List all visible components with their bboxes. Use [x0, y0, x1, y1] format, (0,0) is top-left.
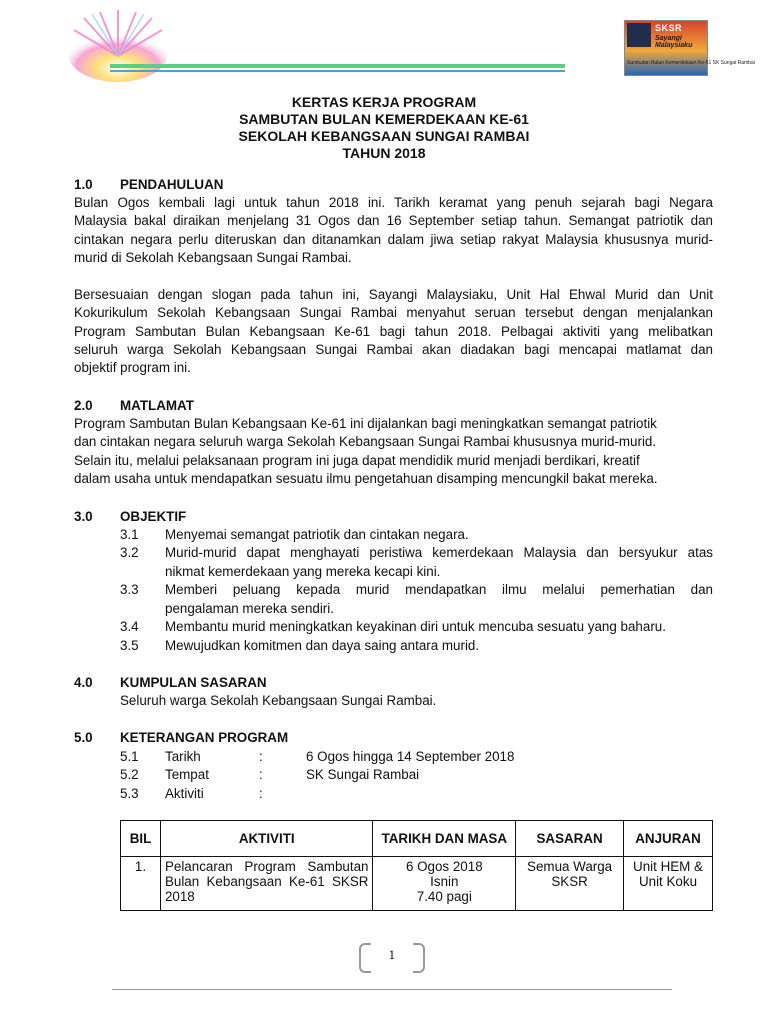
header-aktiviti: AKTIVITI [160, 821, 373, 857]
table-header-row [121, 821, 713, 857]
activity-table [120, 820, 713, 911]
section-heading-keterangan-program: KETERANGAN PROGRAM [120, 730, 289, 745]
cell-anjuran-line: Unit Koku [638, 874, 698, 889]
cell-sasaran-line: Semua Warga [527, 859, 613, 874]
objective-number: 3.1 [120, 527, 139, 542]
detail-value-tarikh: 6 Ogos hingga 14 September 2018 [306, 749, 515, 764]
header-sasaran: SASARAN [516, 821, 624, 857]
section-number: 2.0 [74, 398, 93, 413]
paragraph-line: seluruh warga Sekolah Kebangsaan Sungai Rambai akan diadakan bagi mencapai matlamat dan [74, 342, 713, 357]
objective-text: nikmat kemerdekaan yang mereka kecapi kini. [165, 564, 441, 579]
right-bracket-icon [413, 943, 425, 973]
logo-text-small: Sambutan Bulan Kemerdekaan Ke-61 SK Sungai Rambai [627, 60, 755, 66]
table-row [121, 857, 713, 911]
section-number: 5.0 [74, 730, 93, 745]
detail-number: 5.1 [120, 749, 139, 764]
paragraph-line: dalam usaha untuk mendapatkan sesuatu ilmu pengetahuan disamping mencungkil bakat mereka. [74, 471, 658, 486]
header-green-line [110, 64, 565, 68]
section-heading-objektif: OBJEKTIF [120, 509, 187, 524]
objective-text: Mewujudkan komitmen dan daya saing antara murid. [165, 638, 480, 653]
cell-anjuran-line: Unit HEM & [633, 859, 703, 874]
header-tarikh-dan-masa: TARIKH DAN MASA [373, 821, 516, 857]
header-bil: BIL [121, 821, 161, 857]
section-number: 3.0 [74, 509, 93, 524]
paragraph-line: objektif program ini. [74, 360, 191, 375]
detail-value-tempat: SK Sungai Rambai [306, 767, 420, 782]
doc-title-line-2: SAMBUTAN BULAN KEMERDEKAAN KE-61 [239, 111, 529, 127]
cell-tarikh-day: Isnin [430, 874, 459, 889]
paragraph-line: Bersesuaian dengan slogan pada tahun ini, Sayangi Malaysiaku, Unit Hal Ehwal Murid dan Unit [74, 287, 713, 302]
paragraph-line: Program Sambutan Bulan Kebangsaan Ke-61 ini dijalankan bagi meningkatkan semangat patriotik [74, 416, 657, 431]
section-heading-kumpulan-sasaran: KUMPULAN SASARAN [120, 675, 267, 690]
section-number: 1.0 [74, 177, 93, 192]
detail-colon: : [259, 767, 263, 782]
paragraph-line: dan cintakan negara seluruh warga Sekolah Kebangsaan Sungai Rambai khususnya murid-murid. [74, 434, 657, 449]
objective-text: Membantu murid meningkatkan keyakinan diri untuk mencuba sesuatu yang baharu. [165, 619, 666, 634]
cell-tarikh-time: 7.40 pagi [416, 889, 472, 904]
section-number: 4.0 [74, 675, 93, 690]
detail-colon: : [259, 786, 263, 801]
cell-bil: 1. [121, 857, 161, 911]
paragraph-line: Malaysia bakal diraikan menjelang 31 Ogos dan 16 September setiap tahun. Semangat patriotik dan [74, 213, 713, 228]
paragraph-line: Kokurikulum Sekolah Kebangsaan Sungai Rambai menyahut seruan tersebut dengan menjalankan [74, 305, 713, 320]
detail-number: 5.2 [120, 767, 139, 782]
header-blue-line [110, 70, 565, 72]
objective-number: 3.5 [120, 638, 139, 653]
paragraph-line: Selain itu, melalui pelaksanaan program ini juga dapat mendidik murid menjadi berdikari, kreatif [74, 453, 640, 468]
footer-divider [112, 989, 672, 990]
objective-number: 3.2 [120, 545, 139, 560]
section-heading-matlamat: MATLAMAT [120, 398, 194, 413]
page-number: 1 [388, 949, 396, 962]
cell-tarikh-date: 6 Ogos 2018 [405, 859, 483, 874]
logo-text-main: SKSR [655, 23, 683, 33]
detail-colon: : [259, 749, 263, 764]
doc-title-line-4: TAHUN 2018 [342, 145, 426, 161]
detail-number: 5.3 [120, 786, 139, 801]
sksr-logo [624, 20, 755, 76]
objective-text: Murid-murid dapat menghayati peristiwa kemerdekaan Malaysia dan bersyukur atas [165, 545, 713, 560]
header-anjuran: ANJURAN [624, 821, 713, 857]
objective-text: Menyemai semangat patriotik dan cintakan negara. [165, 527, 469, 542]
objective-text: pengalaman mereka sendiri. [165, 601, 334, 616]
cell-sasaran [516, 857, 624, 911]
cell-tarikh [373, 857, 516, 911]
objective-number: 3.3 [120, 582, 139, 597]
flag-icon [627, 23, 651, 47]
doc-title-line-3: SEKOLAH KEBANGSAAN SUNGAI RAMBAI [238, 128, 530, 144]
paragraph-line: murid di Sekolah Kebangsaan Sungai Rambai. [74, 250, 352, 265]
page-number-box [359, 943, 425, 971]
paragraph-line: Program Sambutan Bulan Kebangsaan Ke-61 bagi tahun 2018. Pelbagai aktiviti yang melibatkan [74, 324, 713, 339]
target-group-text: Seluruh warga Sekolah Kebangsaan Sungai Rambai. [120, 693, 437, 708]
paragraph-line: Bulan Ogos kembali lagi untuk tahun 2018 ini. Tarikh keramat yang penuh sejarah bagi Negara [74, 195, 713, 210]
detail-label-tempat: Tempat [165, 767, 209, 782]
detail-label-tarikh: Tarikh [165, 749, 201, 764]
objective-number: 3.4 [120, 619, 139, 634]
section-heading-pendahuluan: PENDAHULUAN [120, 177, 224, 192]
paragraph-line: cintakan negara perlu diteruskan dan ditanamkan dalam jiwa setiap rakyat Malaysia khususnya murid- [74, 232, 713, 247]
cell-aktiviti: Pelancaran Program Sambutan Bulan Kebangsaan Ke-61 SKSR 2018 [160, 857, 373, 911]
detail-label-aktiviti: Aktiviti [165, 786, 204, 801]
cell-sasaran-line: SKSR [551, 874, 588, 889]
objective-text: Memberi peluang kepada murid mendapatkan ilmu melalui pemerhatian dan [165, 582, 713, 597]
logo-text-slogan: Sayangi Malaysiaku [655, 35, 693, 49]
cell-anjuran [624, 857, 713, 911]
doc-title-line-1: KERTAS KERJA PROGRAM [291, 94, 477, 110]
